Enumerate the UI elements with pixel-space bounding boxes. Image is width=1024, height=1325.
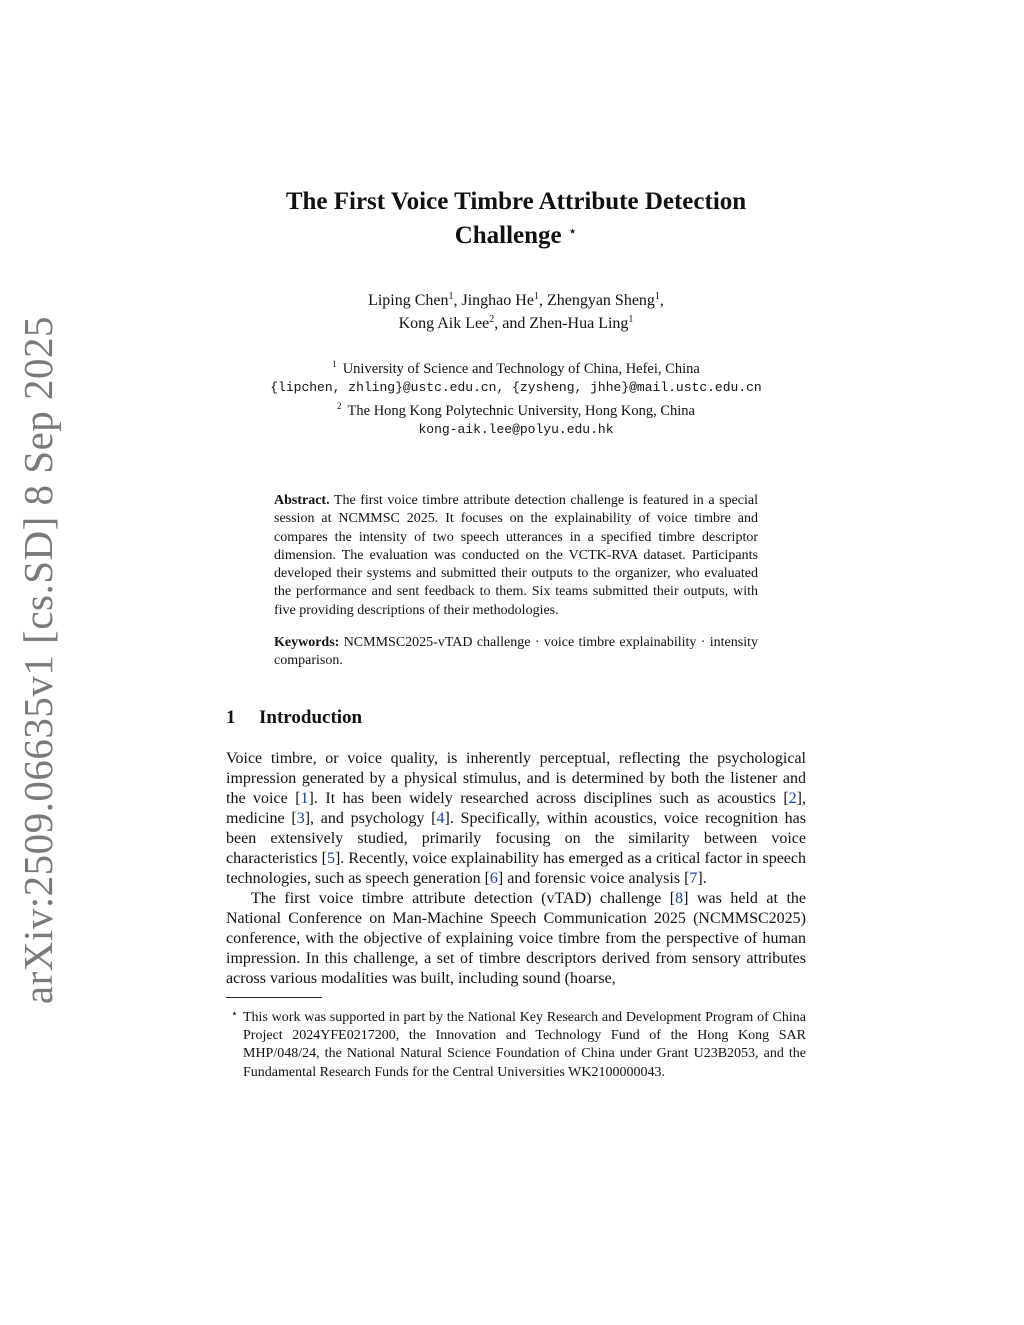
citation-link[interactable]: 6 bbox=[489, 869, 498, 887]
author-affiliation-mark: 1 bbox=[628, 314, 634, 325]
footnote-divider bbox=[226, 997, 322, 998]
arxiv-identifier: arXiv:2509.06635v1 [cs.SD] 8 Sep 2025 bbox=[15, 315, 61, 1005]
author-list: Liping Chen$^1$, Jinghao He$^1$, Zhengyan Sheng$^1$, Kong Aik Lee$^2$, and Zhen-Hua Ling$^1$ bbox=[368, 291, 664, 332]
paragraph: The first voice timbre attribute detection (vTAD) challenge [8] was held at the National Conference on Man-Machine Speech Communication 2025 (NCMMSC2025) conference, with the objective of explaining voice timbre from the perspective of human impression. In this challenge, a set of timbre descriptors derived from sensory attributes across various modalities was built, including sound (hoarse, bbox=[226, 889, 806, 987]
affiliation-email[interactable]: kong-aik.lee@polyu.edu.hk bbox=[418, 421, 614, 437]
keywords bbox=[274, 634, 758, 671]
abstract-text: The first voice timbre attribute detection challenge is featured in a special session at NCMMSC 2025. It focuses on the explainability of voice timbre and compares the intensity of two speech utterances in a specified timbre descriptor dimension. The evaluation was conducted on the VCTK-RVA dataset. Participants developed their systems and submitted their outputs to the organizer, who evaluated the performance and sent feedback to them. Six teams submitted their outputs, with five providing descriptions of their methodologies. bbox=[274, 493, 758, 618]
section-title: Introduction bbox=[259, 706, 363, 728]
citation-link[interactable]: 8 bbox=[675, 889, 684, 907]
footnote-text: This work was supported in part by the National Key Research and Development Program of China Project 2024YFE0217200, the Innovation and Technology Fund of the Hong Kong SAR MHP/048/24, the National Natural Science Foundation of China under Grant U23B2053, and the Fundamental Research Funds for the Central Universities WK2100000043. bbox=[243, 1009, 806, 1080]
affiliation-name: $^1$ University of Science and Technology of China, Hefei, China bbox=[332, 359, 700, 377]
citation-link[interactable]: 5 bbox=[326, 849, 335, 867]
author: Liping Chen bbox=[368, 292, 449, 309]
author: Zhengyan Sheng bbox=[546, 292, 655, 309]
citation-link[interactable]: 7 bbox=[689, 869, 698, 887]
section-number: 1 bbox=[226, 706, 236, 728]
affiliation-email[interactable]: {lipchen, zhling}@ustc.edu.cn, {zysheng, jhhe}@mail.ustc.edu.cn bbox=[270, 379, 762, 395]
section-heading bbox=[226, 707, 806, 729]
paper-title bbox=[226, 186, 806, 251]
affiliation-list bbox=[226, 355, 806, 439]
title-line-1: The First Voice Timbre Attribute Detection bbox=[285, 188, 747, 215]
footnote bbox=[226, 1005, 806, 1082]
paper-page bbox=[226, 186, 806, 1082]
citation-link[interactable]: 4 bbox=[436, 809, 445, 827]
footnote-mark: ⋆ bbox=[231, 1007, 238, 1020]
citation-link[interactable]: 2 bbox=[788, 789, 797, 807]
author-affiliation-mark: 1 bbox=[533, 291, 539, 302]
keywords-label: Keywords: bbox=[274, 635, 340, 651]
title-line-2: Challenge bbox=[454, 222, 562, 249]
abstract bbox=[274, 492, 758, 620]
author-affiliation-mark: 1 bbox=[654, 291, 660, 302]
citation-link[interactable]: 1 bbox=[300, 789, 309, 807]
author-affiliation-mark: 2 bbox=[489, 314, 495, 325]
author-affiliation-mark: 1 bbox=[448, 291, 454, 302]
author: Jinghao He bbox=[461, 292, 534, 309]
keywords-text: NCMMSC2025-vTAD challenge · voice timbre explainability · intensity comparison. bbox=[274, 635, 758, 669]
affiliation-name: $^2$ The Hong Kong Polytechnic University, Hong Kong, China bbox=[337, 401, 695, 419]
author: Kong Aik Lee bbox=[398, 315, 490, 332]
citation-link[interactable]: 3 bbox=[296, 809, 305, 827]
author: Zhen-Hua Ling bbox=[529, 315, 629, 332]
abstract-label: Abstract. bbox=[274, 493, 330, 508]
body-text bbox=[226, 749, 806, 989]
title-footnote-mark: ⋆ bbox=[567, 224, 578, 240]
paragraph: Voice timbre, or voice quality, is inherently perceptual, reflecting the psychological impression generated by a physical stimulus, and is determined by both the listener and the voice [1]. It has been widely researched across disciplines such as acoustics [2], medicine [3], and psychology [4]. Specifically, within acoustics, voice recognition has been extensively studied, primarily focusing on the similarity between voice characteristics [5]. Recently, voice explainability has emerged as a critical factor in speech technologies, such as speech generation [6] and forensic voice analysis [7]. bbox=[226, 749, 807, 887]
